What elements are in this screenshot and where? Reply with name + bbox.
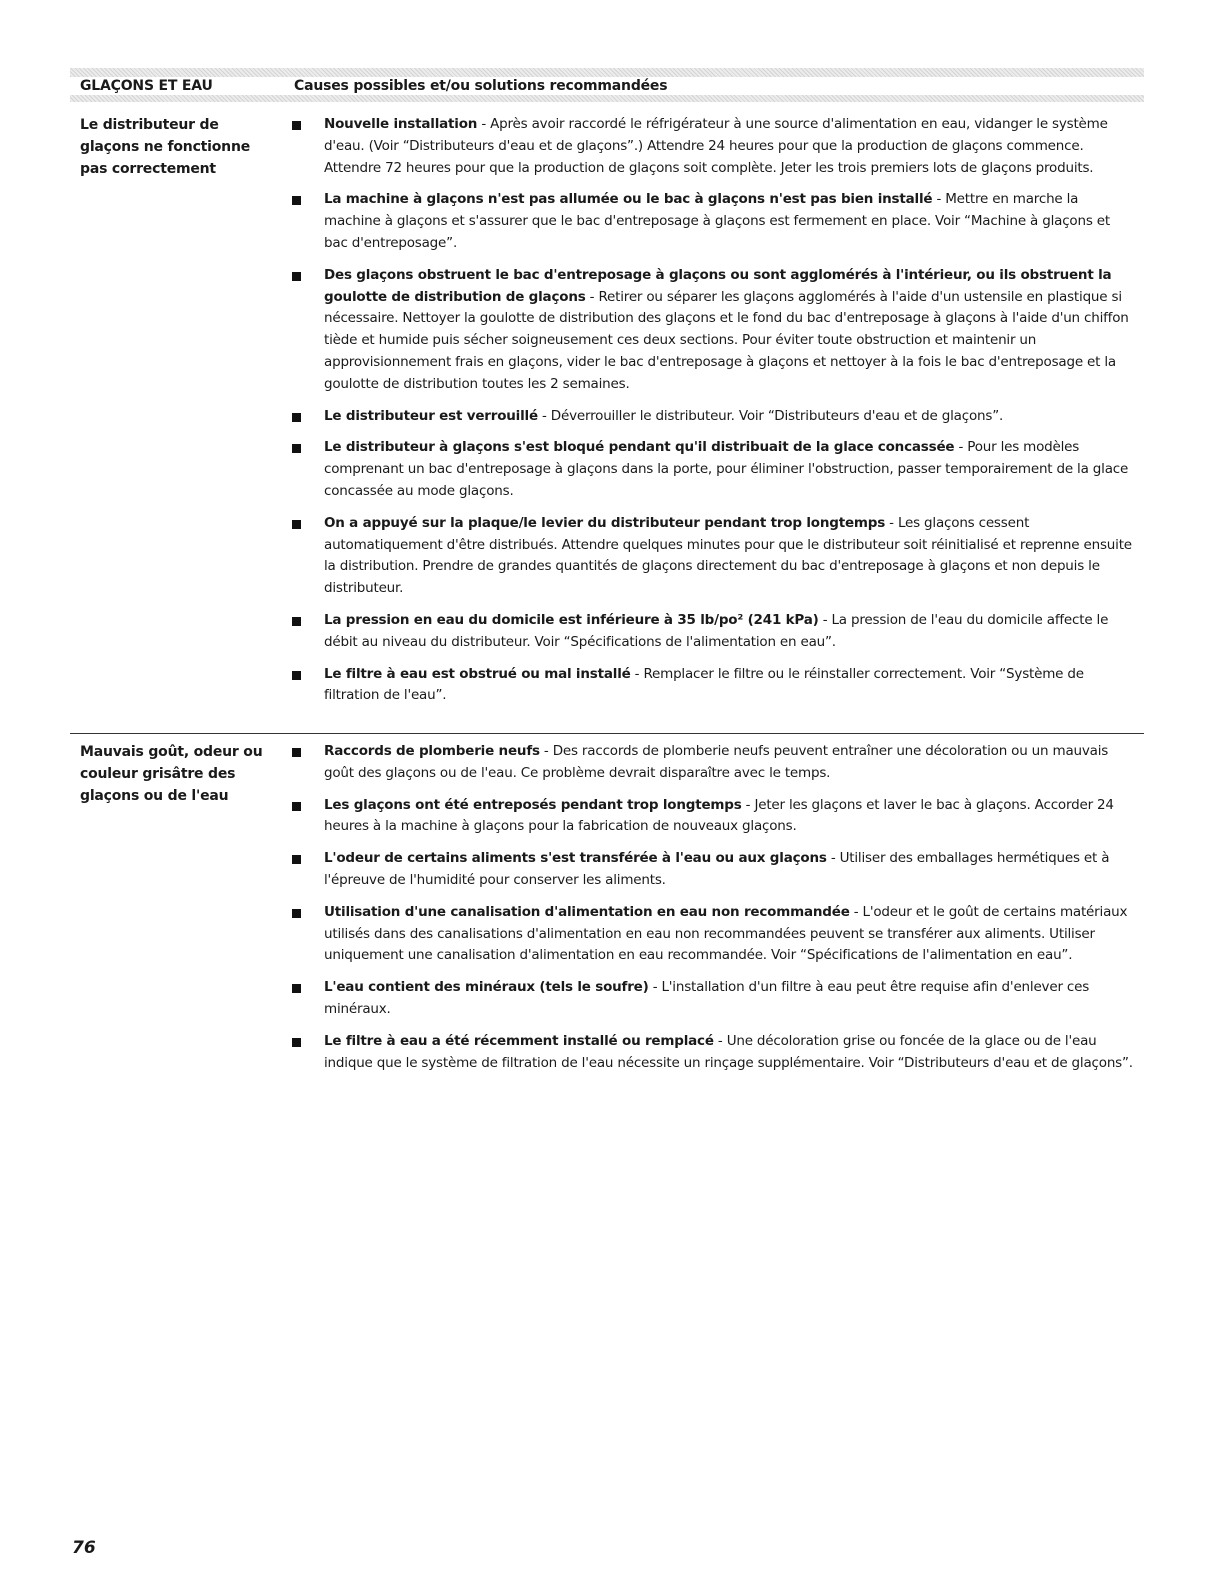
item-text: Le distributeur est verrouillé - Déverrouiller le distributeur. Voir “Distributeurs d'eau et de glaçons”.	[324, 407, 1004, 424]
item-text: Utilisation d'une canalisation d'alimentation en eau non recommandée - L'odeur et le goût de certains matériaux utilisés dans des canalisations d'alimentation en eau non recommandées peuvent se transférer aux aliments. Utiliser uniquement une canalisation d'alimentation en eau recommandée. Voir “Spécifications de l'alimentation en eau”.	[324, 903, 1128, 964]
item-text: Le distributeur à glaçons s'est bloqué pendant qu'il distribuait de la glace concassée - Pour les modèles comprenant un bac d'entreposage à glaçons dans la porte, pour éliminer l'obstruction, passer temporairement de la glace concassée au mode glaçons.	[324, 439, 1129, 499]
item-title: Utilisation d'une canalisation d'alimentation en eau non recommandée	[324, 903, 850, 920]
bullet-icon	[292, 671, 301, 680]
item-body: Mettre en marche la machine à glaçons et s'assurer que le bac d'entreposage à glaçons est fermement en place. Voir “Machine à glaçons et bac d'entreposage”.	[324, 191, 1110, 251]
column-header-solutions: Causes possibles et/ou solutions recommandées	[294, 78, 668, 94]
bullet-icon	[292, 520, 301, 529]
column-header-problem: GLAÇONS ET EAU	[80, 78, 213, 94]
list-item	[288, 513, 1134, 600]
bullet-icon	[292, 748, 301, 757]
item-text: La machine à glaçons n'est pas allumée ou le bac à glaçons n'est pas bien installé - Mettre en marche la machine à glaçons et s'assurer que le bac d'entreposage à glaçons est fermement en place. Voir “Machine à glaçons et bac d'entreposage”.	[324, 191, 1110, 251]
problem-title: Le distributeur de glaçons ne fonctionne pas correctement	[80, 117, 251, 177]
list-item	[288, 114, 1134, 179]
list-item	[288, 1031, 1134, 1075]
item-body: Après avoir raccordé le réfrigérateur à une source d'alimentation en eau, vidanger le système d'eau. (Voir “Distributeurs d'eau et de glaçons”.) Attendre 24 heures pour que la production de glaçons commence. Attendre 72 heures pour que la production de glaçons soit complète. Jeter les trois premiers lots de glaçons produits.	[324, 116, 1108, 176]
solution-list	[288, 114, 1134, 717]
item-body: Remplacer le filtre ou le réinstaller correctement. Voir “Système de filtration de l'eau”.	[324, 665, 1084, 704]
bullet-icon	[292, 1038, 301, 1047]
list-item	[288, 664, 1134, 708]
list-item	[288, 848, 1134, 892]
list-item	[288, 189, 1134, 254]
list-item	[288, 977, 1134, 1021]
item-text: On a appuyé sur la plaque/le levier du distributeur pendant trop longtemps - Les glaçons cessent automatiquement d'être distribués. Attendre quelques minutes pour que le distributeur soit réinitialisé et reprenne ensuite la distribution. Prendre de grandes quantités de glaçons directement du bac d'entreposage à glaçons et non depuis le distributeur.	[324, 514, 1132, 597]
bullet-icon	[292, 617, 301, 626]
section-divider	[70, 733, 1144, 734]
item-text: L'eau contient des minéraux (tels le soufre) - L'installation d'un filtre à eau peut être requise afin d'enlever ces minéraux.	[324, 979, 1090, 1017]
item-title: Les glaçons ont été entreposés pendant trop longtemps	[324, 796, 742, 813]
list-item	[288, 265, 1134, 396]
item-text: La pression en eau du domicile est inférieure à 35 lb/po² (241 kPa) - La pression de l'eau du domicile affecte le débit au niveau du distributeur. Voir “Spécifications de l'alimentation en eau”.	[324, 611, 1109, 650]
item-title: Des glaçons obstruent le bac d'entreposage à glaçons ou sont agglomérés à l'intérieur, ou ils obstruent la goulotte de distribution de glaçons	[324, 266, 1112, 305]
bullet-icon	[292, 196, 301, 205]
item-body: Les glaçons cessent automatiquement d'être distribués. Attendre quelques minutes pour que le distributeur soit réinitialisé et reprenne ensuite la distribution. Prendre de grandes quantités de glaçons directement du bac d'entreposage à glaçons et non depuis le distributeur.	[324, 514, 1132, 597]
list-item	[288, 741, 1134, 785]
item-title: Raccords de plomberie neufs	[324, 743, 540, 759]
item-title: Le distributeur à glaçons s'est bloqué pendant qu'il distribuait de la glace concassée	[324, 439, 955, 456]
item-title: Nouvelle installation	[324, 116, 478, 132]
item-body: Déverrouiller le distributeur. Voir “Distributeurs d'eau et de glaçons”.	[550, 407, 1004, 424]
item-text: Les glaçons ont été entreposés pendant trop longtemps - Jeter les glaçons et laver le bac à glaçons. Accorder 24 heures à la machine à glaçons pour la fabrication de nouveaux glaçons.	[324, 796, 1114, 835]
item-text: Nouvelle installation - Après avoir raccordé le réfrigérateur à une source d'alimentation en eau, vidanger le système d'eau. (Voir “Distributeurs d'eau et de glaçons”.) Attendre 24 heures pour que la production de glaçons commence. Attendre 72 heures pour que la production de glaçons soit complète. Jeter les trois premiers lots de glaçons produits.	[324, 116, 1108, 176]
list-item	[288, 795, 1134, 839]
item-body: L'installation d'un filtre à eau peut être requise afin d'enlever ces minéraux.	[324, 979, 1090, 1017]
item-title: Le distributeur est verrouillé	[324, 407, 538, 424]
item-title: L'eau contient des minéraux (tels le soufre)	[324, 979, 649, 996]
item-body: L'odeur et le goût de certains matériaux utilisés dans des canalisations d'alimentation en eau non recommandées peuvent se transférer aux aliments. Utiliser uniquement une canalisation d'alimentation en eau recommandée. Voir “Spécifications de l'alimentation en eau”.	[324, 903, 1128, 964]
bullet-icon	[292, 272, 301, 281]
item-title: Le filtre à eau est obstrué ou mal installé	[324, 665, 631, 682]
table-header-labels	[70, 77, 1144, 95]
solution-list	[288, 741, 1134, 1084]
item-body: Retirer ou séparer les glaçons agglomérés à l'aide d'un ustensile en plastique si nécessaire. Nettoyer la goulotte de distribution des glaçons et le fond du bac d'entreposage à glaçons à l'aide d'un chiffon tiède et humide puis sécher soigneusement ces deux sections. Pour éviter toute obstruction et maintenir un approvisionnement frais en glaçons, vider le bac d'entreposage à glaçons et nettoyer à la fois le bac d'entreposage et la goulotte de distribution toutes les 2 semaines.	[324, 288, 1129, 392]
list-item	[288, 610, 1134, 654]
item-title: L'odeur de certains aliments s'est transférée à l'eau ou aux glaçons	[324, 850, 827, 867]
page-number: 76	[72, 1538, 96, 1558]
bullet-icon	[292, 909, 301, 918]
item-text: Le filtre à eau est obstrué ou mal installé - Remplacer le filtre ou le réinstaller correctement. Voir “Système de filtration de l'eau”.	[324, 665, 1084, 704]
item-body: Une décoloration grise ou foncée de la glace ou de l'eau indique que le système de filtration de l'eau nécessite un rinçage supplémentaire. Voir “Distributeurs d'eau et de glaçons”.	[324, 1032, 1133, 1071]
item-title: La pression en eau du domicile est inférieure à 35 lb/po² (241 kPa)	[324, 611, 819, 628]
item-text: Des glaçons obstruent le bac d'entreposage à glaçons ou sont agglomérés à l'intérieur, ou ils obstruent la goulotte de distribution de glaçons - Retirer ou séparer les glaçons agglomérés à l'aide d'un ustensile en plastique si nécessaire. Nettoyer la goulotte de distribution des glaçons et le fond du bac d'entreposage à glaçons à l'aide d'un chiffon tiède et humide puis sécher soigneusement ces deux sections. Pour éviter toute obstruction et maintenir un approvisionnement frais en glaçons, vider le bac d'entreposage à glaçons et nettoyer à la fois le bac d'entreposage et la goulotte de distribution toutes les 2 semaines.	[324, 266, 1129, 392]
item-title: La machine à glaçons n'est pas allumée ou le bac à glaçons n'est pas bien installé	[324, 191, 933, 208]
item-body: Des raccords de plomberie neufs peuvent entraîner une décoloration ou un mauvais goût des glaçons ou de l'eau. Ce problème devrait disparaître avec le temps.	[324, 743, 1109, 781]
list-item	[288, 902, 1134, 967]
item-text: Raccords de plomberie neufs - Des raccords de plomberie neufs peuvent entraîner une décoloration ou un mauvais goût des glaçons ou de l'eau. Ce problème devrait disparaître avec le temps.	[324, 743, 1109, 781]
bullet-icon	[292, 121, 301, 130]
item-text: L'odeur de certains aliments s'est transférée à l'eau ou aux glaçons - Utiliser des emballages hermétiques et à l'épreuve de l'humidité pour conserver les aliments.	[324, 850, 1110, 888]
bullet-icon	[292, 984, 301, 993]
list-item	[288, 406, 1134, 428]
item-body: Utiliser des emballages hermétiques et à l'épreuve de l'humidité pour conserver les aliments.	[324, 850, 1110, 888]
item-title: Le filtre à eau a été récemment installé ou remplacé	[324, 1032, 714, 1049]
item-body: Pour les modèles comprenant un bac d'entreposage à glaçons dans la porte, pour éliminer l'obstruction, passer temporairement de la glace concassée au mode glaçons.	[324, 439, 1129, 499]
problem-title: Mauvais goût, odeur ou couleur grisâtre des glaçons ou de l'eau	[80, 744, 263, 804]
table-header	[70, 68, 1144, 102]
item-body: La pression de l'eau du domicile affecte le débit au niveau du distributeur. Voir “Spécifications de l'alimentation en eau”.	[324, 611, 1109, 650]
bullet-icon	[292, 413, 301, 422]
bullet-icon	[292, 802, 301, 811]
bullet-icon	[292, 444, 301, 453]
bullet-icon	[292, 855, 301, 864]
item-text: Le filtre à eau a été récemment installé ou remplacé - Une décoloration grise ou foncée de la glace ou de l'eau indique que le système de filtration de l'eau nécessite un rinçage supplémentaire. Voir “Distributeurs d'eau et de glaçons”.	[324, 1032, 1133, 1071]
item-body: Jeter les glaçons et laver le bac à glaçons. Accorder 24 heures à la machine à glaçons pour la fabrication de nouveaux glaçons.	[324, 796, 1114, 835]
item-title: On a appuyé sur la plaque/le levier du distributeur pendant trop longtemps	[324, 514, 886, 531]
list-item	[288, 437, 1134, 502]
